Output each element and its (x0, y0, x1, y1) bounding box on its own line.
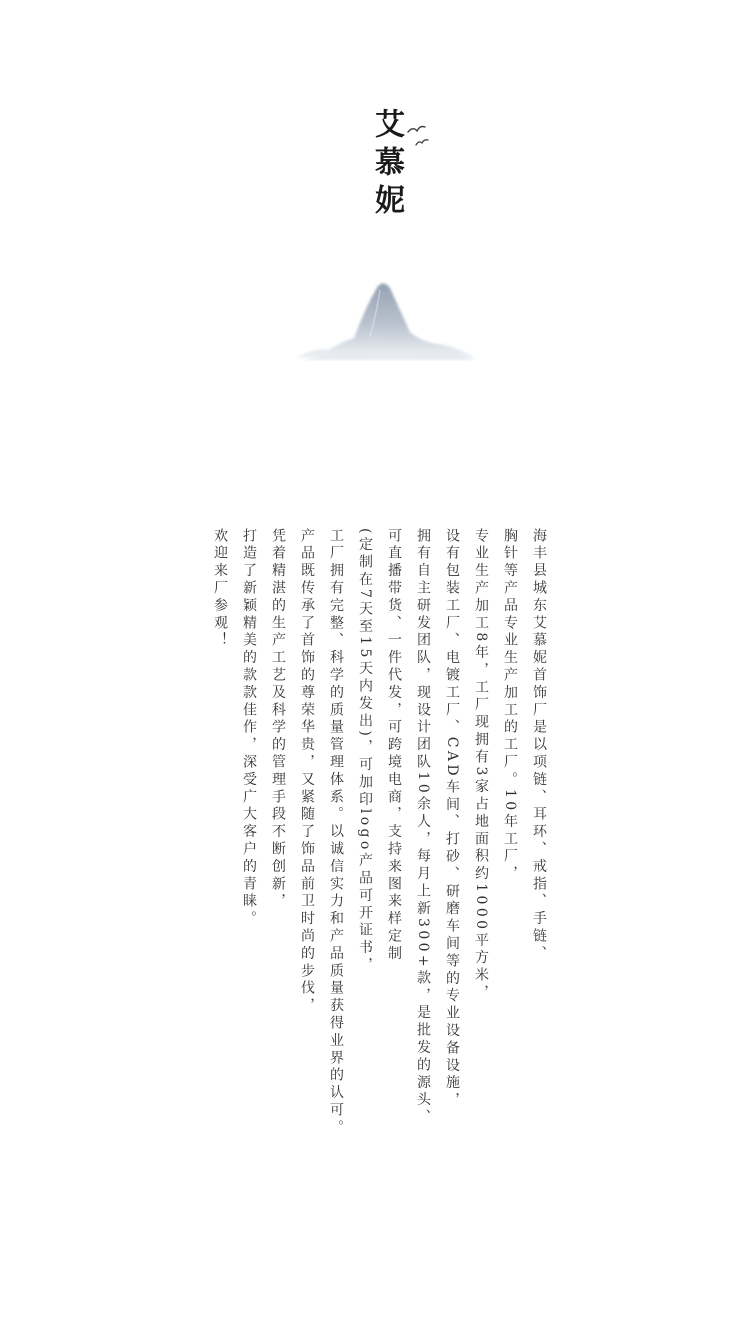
birds-icon (404, 118, 440, 152)
intro-line: 设有包装工厂、电镀工厂、CAD车间、打砂、研磨车间等的专业设备设施， (444, 528, 460, 1110)
intro-line: 工厂拥有完整、科学的质量管理体系。以诚信实力和产品质量获得业界的认可。 (328, 528, 344, 1137)
intro-text (193, 528, 553, 1228)
brand-title: 艾慕妮 (369, 108, 404, 222)
intro-line: 胸针等产品专业生产加工的工厂。10年工厂， (502, 528, 518, 884)
mountain-illustration (292, 276, 478, 366)
intro-line: 凭着精湛的生产工艺及科学的管理手段不断创新， (270, 528, 286, 911)
intro-line: 打造了新颖精美的款款佳作，深受广大客户的青睐。 (241, 528, 257, 929)
intro-line: 可直播带货、一件代发，可跨境电商，支持来图来样定制 (386, 528, 402, 963)
intro-line: 产品既传承了首饰的尊荣华贵，又紧随了饰品前卫时尚的步伐， (299, 528, 315, 1016)
intro-line: 海丰县城东艾慕妮首饰厂是以项链、耳环、戒指、手链、 (531, 528, 547, 963)
intro-line: 专业生产加工8年，工厂现拥有3家占地面积约1000平方米， (473, 528, 489, 1003)
intro-line: 欢迎来厂参观！ (212, 528, 228, 650)
intro-line: (定制在7天至15天内发出)，可加印logo产品可开证书， (357, 528, 373, 975)
intro-line: 拥有自主研发团队，现设计团队10余人，每月上新300+款，是批发的源头、 (415, 528, 431, 1127)
